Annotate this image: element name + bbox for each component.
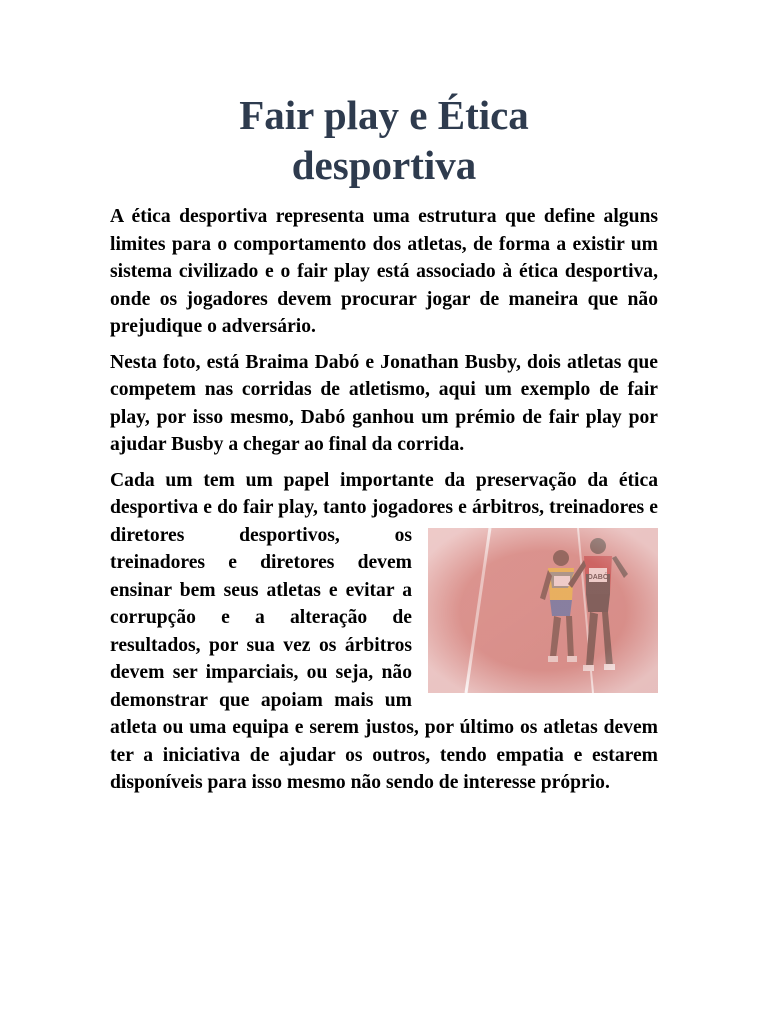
- paragraph-3-rest: árbitros, treinadores e diretores desportivos, os treinadores e diretores devem ensinar bem seus atletas e evitar a corrupção e a alteração de resultados, por sua vez os árbitros devem ser imparciais, ou seja, não demonstrar que apoiam mais um atleta ou uma equipa e serem justos, por último os atletas devem ter a iniciativa de ajudar os outros, tendo empatia e estarem disponíveis para isso mesmo não sendo de interesse próprio.: [110, 497, 659, 793]
- title-line-1: Fair play e Ética: [239, 92, 529, 138]
- paragraph-1: A ética desportiva representa uma estrutura que define alguns limites para o comportamento dos atletas, de forma a existir um sistema civilizado e o fair play está associado à ética desportiva, onde os jogadores devem procurar jogar de maneira que não prejudique o adversário.: [110, 206, 658, 337]
- title-line-2: desportiva: [291, 142, 477, 188]
- athletes-photo: [428, 528, 658, 693]
- paragraph-3: [110, 467, 658, 797]
- page-title: [0, 90, 768, 190]
- document-body: [110, 203, 658, 805]
- paragraph-3-start: Cada um tem um papel importante da preservação da ética desportiva e do fair play, tanto jogadores e: [110, 469, 658, 518]
- paragraph-2: Nesta foto, está Braima Dabó e Jonathan Busby, dois atletas que competem nas corridas de atletismo, aqui um exemplo de fair play, por isso mesmo, Dabó ganhou um prémio de fair play por ajudar Busby a chegar ao final da corrida.: [110, 351, 658, 455]
